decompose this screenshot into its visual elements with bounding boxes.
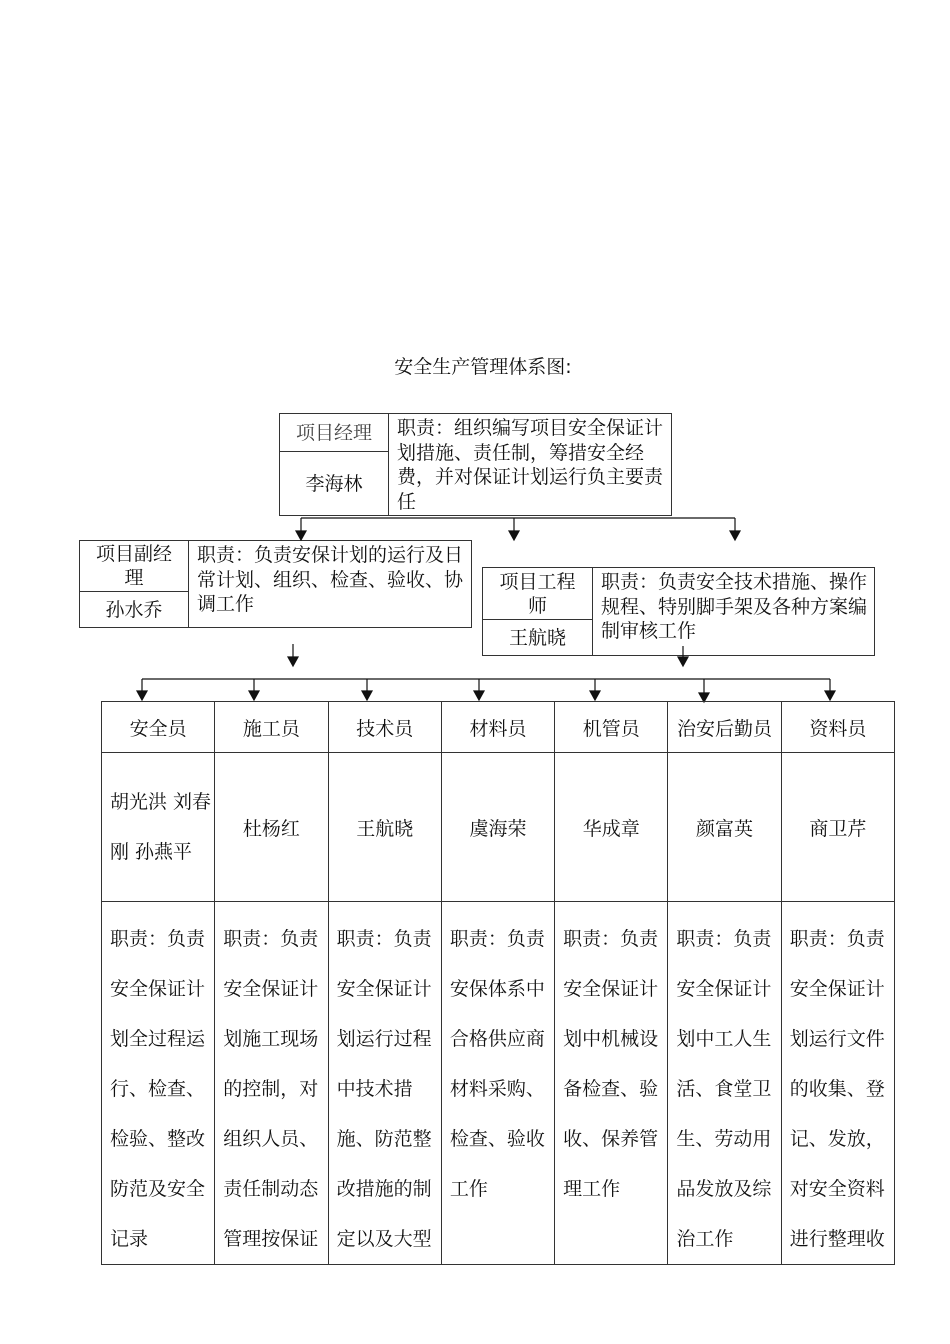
staff-role-machine: 机管员 xyxy=(555,702,668,753)
project-engineer-duty: 职责：负责安全技术措施、操作规程、特别脚手架及各种方案编制审核工作 xyxy=(601,571,868,642)
staff-name-row xyxy=(102,753,895,902)
diagram-title: 安全生产管理体系图: xyxy=(394,356,572,378)
project-manager-name: 李海林 xyxy=(280,452,389,515)
staff-name-construction: 杜杨红 xyxy=(215,753,328,902)
project-engineer-name: 王航晓 xyxy=(483,620,593,655)
staff-role-technician: 技术员 xyxy=(328,702,441,753)
staff-name-technician: 王航晓 xyxy=(328,753,441,902)
staff-role-documents: 资料员 xyxy=(781,702,894,753)
staff-duty-technician: 职责：负责安全保证计划运行过程中技术措施、防范整改措施的制定以及大型 xyxy=(328,902,441,1265)
staff-role-construction: 施工员 xyxy=(215,702,328,753)
project-manager-role: 项目经理 xyxy=(280,414,389,452)
staff-name-safety: 胡光洪 刘春刚 孙燕平 xyxy=(102,753,215,902)
staff-role-row xyxy=(102,702,895,753)
arrow-to-deputy-head xyxy=(296,531,306,540)
arrow-to-engineer-head xyxy=(730,531,740,540)
staff-duty-machine: 职责：负责安全保证计划中机械设备检查、验收、保养管理工作 xyxy=(555,902,668,1265)
staff-duty-material: 职责：负责安保体系中合格供应商材料采购、检查、验收工作 xyxy=(441,902,554,1265)
arrow-construction-head xyxy=(249,691,259,700)
staff-duty-security: 职责：负责安全保证计划中工人生活、食堂卫生、劳动用品发放及综治工作 xyxy=(668,902,781,1265)
staff-duty-documents: 职责：负责安全保证计划运行文件的收集、登记、发放，对安全资料进行整理收 xyxy=(781,902,894,1265)
arrow-technician-head xyxy=(362,691,372,700)
arrow-material-head xyxy=(474,691,484,700)
staff-duty-row xyxy=(102,902,895,1265)
staff-name-security: 颜富英 xyxy=(668,753,781,902)
staff-role-material: 材料员 xyxy=(441,702,554,753)
staff-role-safety: 安全员 xyxy=(102,702,215,753)
staff-name-machine: 华成章 xyxy=(555,753,668,902)
deputy-manager-duty: 职责：负责安保计划的运行及日常计划、组织、检查、验收、协调工作 xyxy=(197,544,464,615)
arrow-middle-head xyxy=(509,531,519,540)
arrow-engineer-down-head xyxy=(678,657,688,666)
project-engineer-role: 项目工程师 xyxy=(483,568,593,620)
deputy-manager-name: 孙水乔 xyxy=(80,592,189,627)
staff-duty-construction: 职责：负责安全保证计划施工现场的控制，对组织人员、责任制动态管理按保证 xyxy=(215,902,328,1265)
deputy-manager-role: 项目副经理 xyxy=(80,541,189,592)
project-manager-duty: 职责：组织编写项目安全保证计划措施、责任制，筹措安全经费，并对保证计划运行负主要责任 xyxy=(397,417,664,513)
arrow-deputy-down-head xyxy=(288,657,298,666)
staff-name-documents: 商卫芹 xyxy=(781,753,894,902)
staff-name-material: 虞海荣 xyxy=(441,753,554,902)
staff-duty-safety: 职责：负责安全保证计划全过程运行、检查、检验、整改防范及安全记录 xyxy=(102,902,215,1265)
arrow-documents-head xyxy=(825,691,835,700)
arrow-machine-head xyxy=(590,691,600,700)
staff-table xyxy=(101,701,895,1265)
staff-role-security: 治安后勤员 xyxy=(668,702,781,753)
arrow-safety-head xyxy=(137,691,147,700)
